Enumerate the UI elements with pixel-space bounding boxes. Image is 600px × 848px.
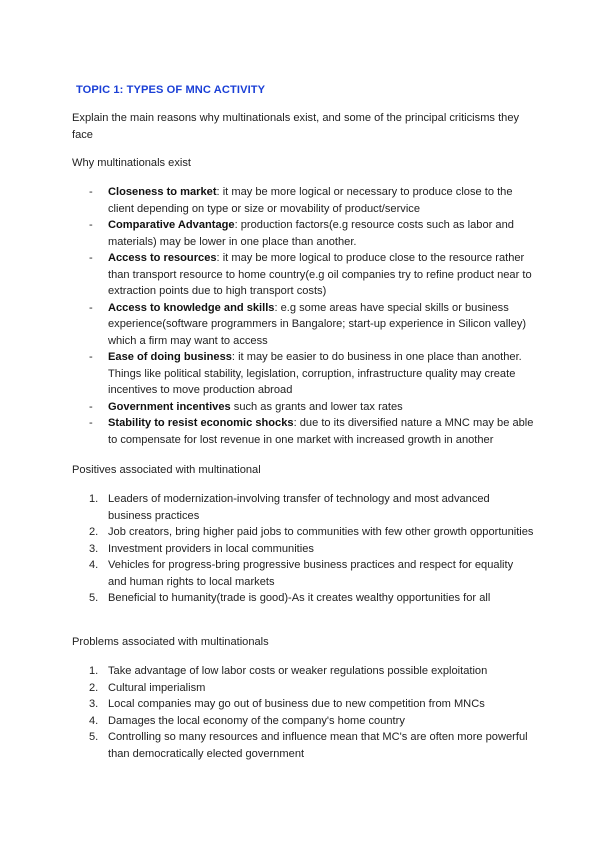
dash-marker: - [89,417,93,429]
reason-text: : due to its diversified nature a MNC may be able to compensate for lost revenue in one market with increased growth in another [108,417,534,446]
positives-list [72,491,534,607]
list-item [72,729,534,762]
problem-text: Controlling so many resources and influence mean that MC's are often more powerful than democratically elected government [108,731,528,760]
list-item [72,399,534,416]
positive-text: Leaders of modernization-involving transfer of technology and most advanced business practices [108,493,490,522]
number-marker: 3. [89,542,99,555]
problem-text: Damages the local economy of the company's home country [108,714,405,727]
reason-text: : production factors(e.g resource costs such as labor and materials) may be lower in one place than another. [108,219,514,248]
dash-marker: - [89,301,93,314]
number-marker: 2. [89,681,99,694]
list-item [72,415,534,448]
list-item [72,696,534,713]
list-item [72,557,534,590]
dash-marker: - [89,219,93,231]
problems-heading: Problems associated with multinationals [72,636,269,648]
list-item [72,680,534,697]
reason-term: Ease of doing business [108,351,232,363]
positive-text: Beneficial to humanity(trade is good)-As it creates wealthy opportunities for all [108,592,491,604]
positives-heading: Positives associated with multinational [72,464,261,476]
list-item [72,663,534,680]
list-item [72,184,534,217]
reasons-list [72,184,534,448]
positive-text: Investment providers in local communities [108,542,314,555]
problem-text: Local companies may go out of business due to new competition from MNCs [108,698,485,710]
reason-text: : it may be easier to do business in one place than another. Things like political stability, legislation, corruption, infrastructure quality may create incentives to move production abroad [108,351,522,396]
positive-text: Job creators, bring higher paid jobs to communities with few other growth opportunities [108,526,534,538]
number-marker: 4. [89,714,99,727]
list-item [72,349,534,399]
reason-term: Access to knowledge and skills [108,301,275,314]
list-item [72,491,534,524]
number-marker: 1. [89,665,99,677]
dash-marker: - [89,252,93,264]
reason-text: : e.g some areas have special skills or business experience(software programmers in Bangalore; start-up experience in Silicon valley) which a firm may want to access [108,301,527,347]
reason-text: : it may be more logical or necessary to produce close to the client depending on type or size or movability of product/service [108,186,513,215]
number-marker: 3. [89,698,99,710]
list-item [72,541,534,558]
why-heading: Why multinationals exist [72,157,191,169]
reason-term: Access to resources [108,252,217,264]
list-item [72,590,534,607]
list-item [72,250,534,300]
positive-text: Vehicles for progress-bring progressive business practices and respect for equality and human rights to local markets [108,559,514,588]
reason-term: Government incentives [108,400,231,413]
problem-text: Cultural imperialism [108,681,206,694]
problem-text: Take advantage of low labor costs or weaker regulations possible exploitation [108,665,488,677]
list-item [72,217,534,250]
reason-term: Stability to resist economic shocks [108,417,294,429]
intro-paragraph: Explain the main reasons why multinationals exist, and some of the principal criticisms they face [72,112,520,141]
dash-marker: - [89,186,93,198]
problems-list [72,663,534,762]
number-marker: 4. [89,559,99,571]
list-item [72,713,534,730]
topic-title: TOPIC 1: TYPES OF MNC ACTIVITY [76,84,266,96]
reason-term: Closeness to market [108,186,217,198]
dash-marker: - [89,351,93,363]
list-item [72,524,534,541]
number-marker: 2. [89,526,99,538]
reason-text: such as grants and lower tax rates [230,400,403,413]
dash-marker: - [89,400,93,413]
number-marker: 1. [89,493,99,505]
reason-text: : it may be more logical to produce close to the resource rather than transport resource to home country(e.g oil companies try to refine product near to extraction points due to high transport costs) [108,252,532,297]
reason-term: Comparative Advantage [108,219,235,231]
number-marker: 5. [89,731,99,743]
list-item [72,300,534,350]
number-marker: 5. [89,592,99,604]
